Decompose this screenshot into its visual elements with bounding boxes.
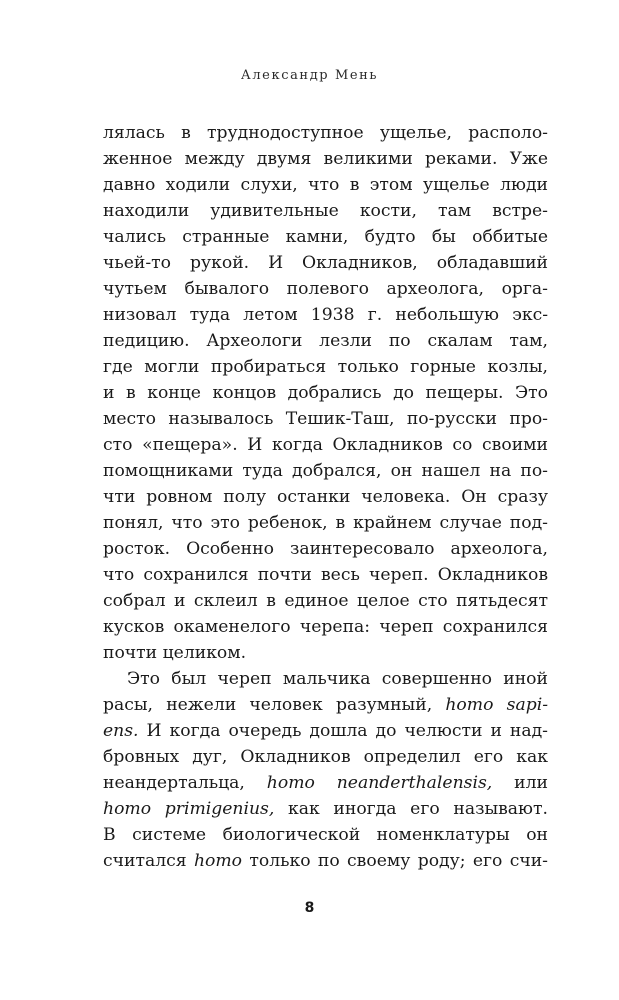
text-run: И когда очередь дошла до челюсти и над- xyxy=(138,721,548,741)
text-line: низовал туда летом 1938 г. небольшую экс- xyxy=(103,305,548,325)
latin-term: homo sapi- xyxy=(445,695,548,715)
latin-term: homo primigenius, xyxy=(103,799,275,819)
text-run: только по своему роду; его счи- xyxy=(242,851,548,871)
text-line: что сохранился почти весь череп. Окладников xyxy=(103,565,548,585)
text-line: кусков окаменелого черепа: череп сохранился xyxy=(103,617,548,637)
latin-term: ens. xyxy=(103,721,139,741)
text-line: собрал и склеил в единое целое сто пятьдесят xyxy=(103,591,548,611)
body-text xyxy=(103,120,548,874)
text-line: бровных дуг, Окладников определил его как xyxy=(103,747,548,767)
latin-term: homo xyxy=(193,851,243,871)
running-head: Александр Мень xyxy=(240,68,379,83)
text-line: женное между двумя великими реками. Уже xyxy=(103,149,548,169)
text-line xyxy=(103,770,548,796)
text-line: чьей-то рукой. И Окладников, обладавший xyxy=(103,253,548,273)
text-run: расы, нежели человек разумный, xyxy=(103,695,446,715)
text-line: чались странные камни, будто бы оббитые xyxy=(103,227,548,247)
text-line: и в конце концов добрались до пещеры. Это xyxy=(103,383,548,403)
text-line: чти ровном полу останки человека. Он сразу xyxy=(103,487,548,507)
text-run: как иногда его называют. xyxy=(274,799,548,819)
text-line: чутьем бывалого полевого археолога, орга- xyxy=(103,279,548,299)
text-line xyxy=(103,692,548,718)
text-line: давно ходили слухи, что в этом ущелье люди xyxy=(103,175,548,195)
text-run: неандертальца, xyxy=(103,773,267,793)
text-line xyxy=(103,848,548,874)
text-line: росток. Особенно заинтересовало археолога, xyxy=(103,539,548,559)
text-run: считался xyxy=(103,851,194,871)
text-line: место называлось Тешик-Таш, по-русски про- xyxy=(103,409,548,429)
latin-term: homo neanderthalensis, xyxy=(266,773,493,793)
text-line xyxy=(103,796,548,822)
text-line: почти целиком. xyxy=(103,643,247,663)
text-line: помощниками туда добрался, он нашел на по- xyxy=(103,461,548,481)
text-line: лялась в труднодоступное ущелье, располо- xyxy=(103,123,548,143)
text-line: где могли пробираться только горные козлы, xyxy=(103,357,548,377)
text-line: понял, что это ребенок, в крайнем случае под- xyxy=(103,513,548,533)
text-line: сто «пещера». И когда Окладников со своими xyxy=(103,435,548,455)
page-number: 8 xyxy=(304,900,315,916)
text-line: Это был череп мальчика совершенно иной xyxy=(127,669,548,689)
text-line: находили удивительные кости, там встре- xyxy=(103,201,548,221)
text-run: или xyxy=(492,773,548,793)
text-line: В системе биологической номенклатуры он xyxy=(103,825,548,845)
text-line: педицию. Археологи лезли по скалам там, xyxy=(103,331,548,351)
text-line xyxy=(103,718,548,744)
